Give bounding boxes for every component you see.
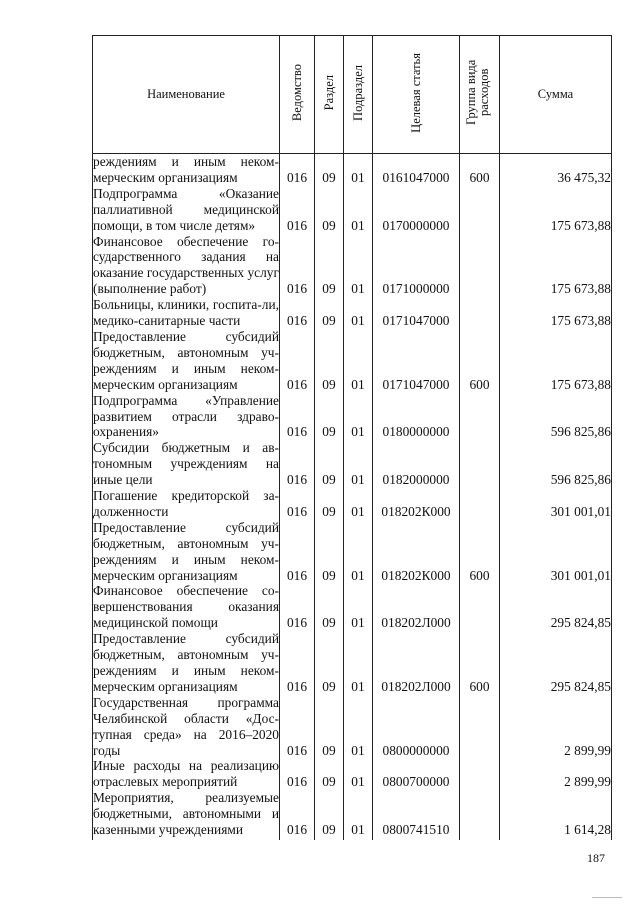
row-gruppa: 600 — [460, 631, 500, 695]
header-vedomstvo: Ведомство — [280, 36, 315, 154]
row-razdel: 09 — [315, 154, 344, 186]
row-vedomstvo: 016 — [280, 440, 315, 488]
table-row — [93, 790, 612, 840]
row-podrazdel: 01 — [344, 329, 373, 393]
row-summa: 1 614,28 — [500, 790, 612, 840]
row-razdel: 09 — [315, 583, 344, 631]
row-celevaya-statya: 018202К000 — [373, 488, 460, 520]
table-row — [93, 297, 612, 329]
row-name: Погашение кредиторской за-долженности — [93, 488, 279, 519]
row-vedomstvo: 016 — [280, 488, 315, 520]
row-vedomstvo: 016 — [280, 234, 315, 298]
header-celevaya-statya: Целевая статья — [373, 36, 460, 154]
row-podrazdel: 01 — [344, 186, 373, 234]
row-gruppa — [460, 234, 500, 298]
row-summa: 301 001,01 — [500, 520, 612, 584]
row-podrazdel: 01 — [344, 234, 373, 298]
table-row — [93, 488, 612, 520]
row-celevaya-statya: 0182000000 — [373, 440, 460, 488]
row-summa: 175 673,88 — [500, 329, 612, 393]
row-vedomstvo: 016 — [280, 297, 315, 329]
row-name: Больницы, клиники, госпита-ли, медико-санитарные части — [93, 297, 279, 329]
table-row — [93, 329, 612, 393]
row-name: Финансовое обеспечение со-вершенствования оказания медицинской помощи — [93, 583, 279, 631]
row-razdel: 09 — [315, 520, 344, 584]
row-summa: 175 673,88 — [500, 234, 612, 298]
row-summa: 295 824,85 — [500, 583, 612, 631]
row-celevaya-statya: 018202Л000 — [373, 631, 460, 695]
row-vedomstvo: 016 — [280, 695, 315, 759]
row-celevaya-statya: 0180000000 — [373, 393, 460, 441]
row-name: реждениям и иным неком-мерческим организациям — [93, 154, 279, 185]
row-celevaya-statya: 0170000000 — [373, 186, 460, 234]
header-gruppa-vida-rashodov: Группа вида расходов — [460, 36, 500, 154]
header-podrazdel: Подраздел — [344, 36, 373, 154]
row-name: Финансовое обеспечение го-сударственного задания на оказание государственных услуг (выполнение работ) — [93, 233, 279, 297]
row-summa: 295 824,85 — [500, 631, 612, 695]
row-razdel: 09 — [315, 758, 344, 790]
table-row — [93, 234, 612, 298]
row-gruppa — [460, 440, 500, 488]
row-podrazdel: 01 — [344, 631, 373, 695]
row-podrazdel: 01 — [344, 488, 373, 520]
row-podrazdel: 01 — [344, 393, 373, 441]
row-celevaya-statya: 018202К000 — [373, 520, 460, 584]
row-name: Предоставление субсидий бюджетным, автономным уч-реждениям и иным неком-мерческим организациям — [93, 519, 279, 583]
row-gruppa: 600 — [460, 154, 500, 186]
row-vedomstvo: 016 — [280, 329, 315, 393]
row-razdel: 09 — [315, 631, 344, 695]
row-gruppa — [460, 758, 500, 790]
row-name: Подпрограмма «Оказание паллиативной медицинской помощи, в том числе детям» — [93, 185, 279, 233]
row-summa: 2 899,99 — [500, 758, 612, 790]
page-number: 187 — [587, 851, 605, 865]
row-podrazdel: 01 — [344, 583, 373, 631]
row-vedomstvo: 016 — [280, 154, 315, 186]
row-name: Предоставление субсидий бюджетным, автономным уч-реждениям и иным неком-мерческим организациям — [93, 631, 279, 694]
row-razdel: 09 — [315, 186, 344, 234]
row-vedomstvo: 016 — [280, 186, 315, 234]
row-summa: 596 825,86 — [500, 393, 612, 441]
table-header-row — [93, 36, 612, 154]
row-podrazdel: 01 — [344, 695, 373, 759]
table-row — [93, 186, 612, 234]
row-gruppa — [460, 695, 500, 759]
row-gruppa — [460, 583, 500, 631]
row-summa: 175 673,88 — [500, 297, 612, 329]
row-vedomstvo: 016 — [280, 583, 315, 631]
table-row — [93, 393, 612, 441]
row-podrazdel: 01 — [344, 297, 373, 329]
row-celevaya-statya: 018202Л000 — [373, 583, 460, 631]
row-name: Субсидии бюджетным и ав-тономным учреждениям на иные цели — [93, 440, 279, 488]
row-razdel: 09 — [315, 297, 344, 329]
row-gruppa: 600 — [460, 329, 500, 393]
scan-edge-mark — [592, 897, 622, 898]
row-podrazdel: 01 — [344, 440, 373, 488]
row-podrazdel: 01 — [344, 520, 373, 584]
row-summa: 36 475,32 — [500, 154, 612, 186]
row-razdel: 09 — [315, 234, 344, 298]
row-podrazdel: 01 — [344, 154, 373, 186]
table-row — [93, 758, 612, 790]
table-row — [93, 583, 612, 631]
row-podrazdel: 01 — [344, 758, 373, 790]
table-row — [93, 154, 612, 186]
row-name: Иные расходы на реализацию отраслевых мероприятий — [93, 758, 279, 790]
row-podrazdel: 01 — [344, 790, 373, 840]
row-name: Государственная программа Челябинской области «Дос-тупная среда» на 2016–2020 годы — [93, 694, 279, 758]
row-celevaya-statya: 0800741510 — [373, 790, 460, 840]
row-razdel: 09 — [315, 488, 344, 520]
row-vedomstvo: 016 — [280, 758, 315, 790]
row-celevaya-statya: 0161047000 — [373, 154, 460, 186]
header-summa: Сумма — [500, 36, 612, 154]
row-vedomstvo: 016 — [280, 790, 315, 840]
row-summa: 175 673,88 — [500, 186, 612, 234]
row-razdel: 09 — [315, 790, 344, 840]
row-summa: 301 001,01 — [500, 488, 612, 520]
row-gruppa — [460, 297, 500, 329]
row-celevaya-statya: 0800700000 — [373, 758, 460, 790]
row-razdel: 09 — [315, 393, 344, 441]
row-name: Подпрограмма «Управление развитием отрасли здраво-охранения» — [93, 392, 279, 440]
row-razdel: 09 — [315, 440, 344, 488]
row-celevaya-statya: 0171000000 — [373, 234, 460, 298]
header-name: Наименование — [93, 36, 280, 154]
table-row — [93, 631, 612, 695]
row-gruppa: 600 — [460, 520, 500, 584]
row-vedomstvo: 016 — [280, 393, 315, 441]
row-celevaya-statya: 0800000000 — [373, 695, 460, 759]
row-vedomstvo: 016 — [280, 631, 315, 695]
row-razdel: 09 — [315, 329, 344, 393]
row-razdel: 09 — [315, 695, 344, 759]
table-row — [93, 440, 612, 488]
budget-table — [92, 35, 612, 840]
table-row — [93, 520, 612, 584]
row-celevaya-statya: 0171047000 — [373, 297, 460, 329]
row-gruppa — [460, 393, 500, 441]
row-gruppa — [460, 488, 500, 520]
row-name: Предоставление субсидий бюджетным, автономным уч-реждениям и иным неком-мерческим организациям — [93, 328, 279, 392]
row-vedomstvo: 016 — [280, 520, 315, 584]
header-razdel: Раздел — [315, 36, 344, 154]
row-celevaya-statya: 0171047000 — [373, 329, 460, 393]
table-row — [93, 695, 612, 759]
row-summa: 596 825,86 — [500, 440, 612, 488]
row-gruppa — [460, 186, 500, 234]
row-gruppa — [460, 790, 500, 840]
row-summa: 2 899,99 — [500, 695, 612, 759]
row-name: Мероприятия, реализуемые бюджетными, автономными и казенными учреждениями — [93, 790, 280, 840]
